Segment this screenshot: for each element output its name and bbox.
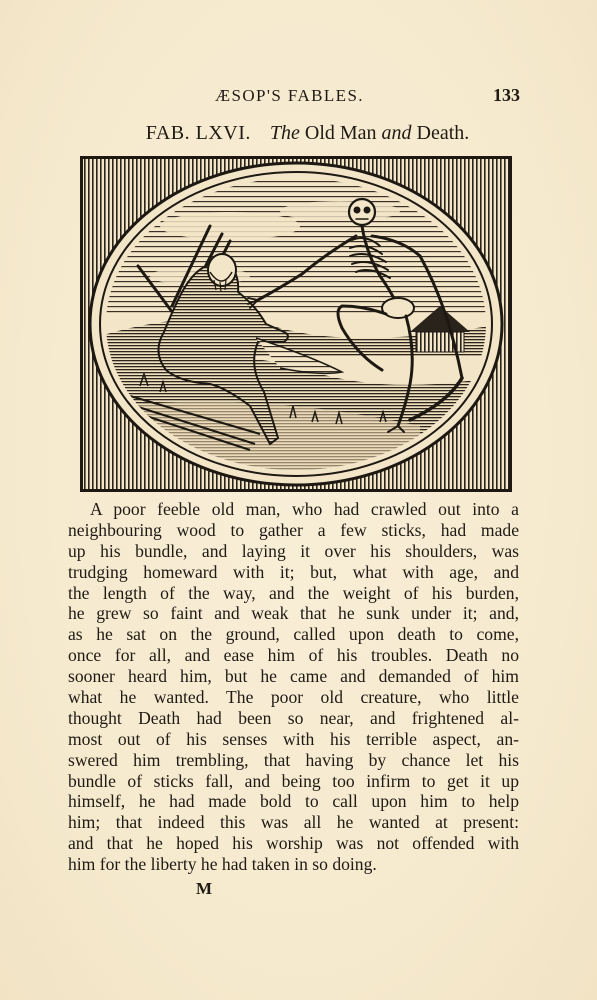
woodcut-illustration bbox=[80, 156, 512, 492]
text-line: him for the liberty he had taken in so doing. bbox=[68, 854, 377, 875]
signature-mark: M bbox=[196, 879, 214, 898]
fable-body-text bbox=[68, 499, 519, 875]
text-line: him; that indeed this was all he wanted at present: bbox=[68, 812, 519, 833]
fable-title-death: Death. bbox=[416, 122, 470, 144]
running-title: ÆSOP'S FABLES. bbox=[215, 86, 364, 105]
text-line: trudging homeward with it; but, what with age, and bbox=[68, 561, 519, 582]
text-line: up his bundle, and laying it over his shoulders, was bbox=[68, 540, 519, 561]
text-line: as he sat on the ground, called upon death to come, bbox=[68, 624, 519, 645]
fable-title-the: The bbox=[269, 122, 300, 144]
fable-heading bbox=[0, 122, 597, 145]
text-line: most out of his senses with his terrible aspect, an- bbox=[68, 728, 519, 749]
text-line: once for all, and ease him of his troubles. Death no bbox=[68, 645, 519, 666]
text-line: neighbouring wood to gather a few sticks, had made bbox=[68, 519, 519, 540]
page-number: 133 bbox=[493, 85, 520, 105]
fable-title-old-man: Old Man bbox=[304, 122, 377, 144]
running-head bbox=[0, 86, 597, 108]
text-line: thought Death had been so near, and frightened al- bbox=[68, 707, 519, 728]
text-line: bundle of sticks fall, and being too infirm to get it up bbox=[68, 770, 519, 791]
text-line: what he wanted. The poor old creature, who little bbox=[68, 687, 519, 708]
fable-number: FAB. LXVI. bbox=[145, 122, 251, 144]
text-line: swered him trembling, that having by chance let his bbox=[68, 749, 519, 770]
text-line: and that he hoped his worship was not offended with bbox=[68, 833, 519, 854]
text-line: himself, he had made bold to call upon him to help bbox=[68, 791, 519, 812]
text-line: the length of the way, and the weight of his burden, bbox=[68, 582, 519, 603]
text-line: sooner heard him, but he came and demanded of him bbox=[68, 666, 519, 687]
fable-title-and: and bbox=[381, 122, 412, 144]
text-line: he grew so faint and weak that he sunk under it; and, bbox=[68, 603, 519, 624]
text-line: A poor feeble old man, who had crawled out into a bbox=[90, 499, 519, 519]
